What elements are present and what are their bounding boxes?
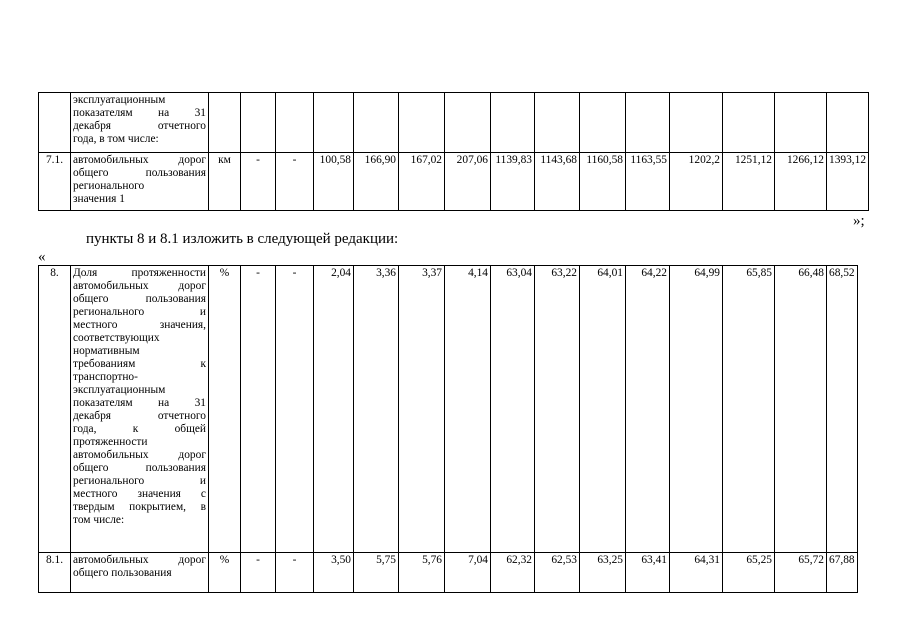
dash-cell: - xyxy=(241,553,276,593)
description-line: общего пользования xyxy=(73,167,206,179)
description-line: автомобильных дорог xyxy=(73,280,206,292)
value-cell: 64,01 xyxy=(580,266,626,553)
description-line: показателям на 31 xyxy=(73,397,206,409)
table-row xyxy=(39,93,869,153)
value-cell xyxy=(399,93,445,153)
value-cell: 1393,12 xyxy=(827,153,869,211)
description-line: соответствующих xyxy=(73,332,160,344)
value-cell: 5,75 xyxy=(354,553,399,593)
description-line: местного значения, xyxy=(73,319,206,331)
value-cell xyxy=(491,93,535,153)
value-cell: 62,32 xyxy=(491,553,535,593)
value-cell xyxy=(580,93,626,153)
value-cell xyxy=(626,93,670,153)
description-line: года, в том числе: xyxy=(73,133,159,145)
indicator-description xyxy=(71,93,209,153)
description-line: автомобильных дорог xyxy=(73,154,206,166)
value-cell: 1143,68 xyxy=(535,153,580,211)
value-cell: 167,02 xyxy=(399,153,445,211)
dash-cell: - xyxy=(276,266,314,553)
description-line: декабря отчетного xyxy=(73,120,206,132)
unit-cell: % xyxy=(209,266,241,553)
description-line: транспортно- xyxy=(73,371,138,383)
table-row xyxy=(39,266,858,553)
value-cell: 207,06 xyxy=(445,153,491,211)
row-number: 7.1. xyxy=(39,153,71,211)
description-line: эксплуатационным xyxy=(73,94,166,106)
value-cell: 1160,58 xyxy=(580,153,626,211)
value-cell: 65,72 xyxy=(775,553,827,593)
value-cell xyxy=(775,93,827,153)
row-number: 8.1. xyxy=(39,553,71,593)
indicator-description xyxy=(71,553,209,593)
value-cell xyxy=(535,93,580,153)
description-line: регионального и xyxy=(73,306,206,318)
row-number: 8. xyxy=(39,266,71,553)
value-cell: 67,88 xyxy=(827,553,858,593)
value-cell: 1266,12 xyxy=(775,153,827,211)
closing-quote-mark: »; xyxy=(853,213,865,229)
dash-cell: - xyxy=(241,153,276,211)
value-cell: 66,48 xyxy=(775,266,827,553)
value-cell: 100,58 xyxy=(314,153,354,211)
description-line: твердым покрытием, в xyxy=(73,501,206,513)
value-cell: 1202,2 xyxy=(670,153,723,211)
description-line: автомобильных дорог xyxy=(73,449,206,461)
value-cell: 64,22 xyxy=(626,266,670,553)
dash-cell: - xyxy=(241,266,276,553)
value-cell: 5,76 xyxy=(399,553,445,593)
description-line: том числе: xyxy=(73,514,125,526)
value-cell xyxy=(827,93,869,153)
dash-cell: - xyxy=(276,553,314,593)
value-cell: 65,85 xyxy=(723,266,775,553)
description-line: протяженности xyxy=(73,436,148,448)
dash-cell: - xyxy=(276,153,314,211)
description-line: нормативным xyxy=(73,345,140,357)
value-cell: 63,25 xyxy=(580,553,626,593)
value-cell: 2,04 xyxy=(314,266,354,553)
dash-cell xyxy=(276,93,314,153)
unit-cell: км xyxy=(209,153,241,211)
value-cell: 63,04 xyxy=(491,266,535,553)
description-line: регионального и xyxy=(73,475,206,487)
value-cell: 1139,83 xyxy=(491,153,535,211)
description-line: требованиям к xyxy=(73,358,206,370)
description-line: показателям на 31 xyxy=(73,107,206,119)
opening-quote-mark: « xyxy=(38,249,46,265)
description-line: Доля протяженности xyxy=(73,267,206,279)
value-cell: 65,25 xyxy=(723,553,775,593)
indicator-description xyxy=(71,266,209,553)
description-line: общего пользования xyxy=(73,462,206,474)
description-line: местного значения с xyxy=(73,488,206,500)
unit-cell xyxy=(209,93,241,153)
row-number xyxy=(39,93,71,153)
value-cell: 3,37 xyxy=(399,266,445,553)
indicator-table-bottom xyxy=(38,265,858,593)
indicator-table-top xyxy=(38,92,869,211)
value-cell: 63,22 xyxy=(535,266,580,553)
value-cell: 3,36 xyxy=(354,266,399,553)
value-cell: 63,41 xyxy=(626,553,670,593)
value-cell xyxy=(445,93,491,153)
value-cell: 1163,55 xyxy=(626,153,670,211)
table-row xyxy=(39,553,858,593)
value-cell: 166,90 xyxy=(354,153,399,211)
indicator-description xyxy=(71,153,209,211)
value-cell: 3,50 xyxy=(314,553,354,593)
value-cell xyxy=(354,93,399,153)
value-cell: 68,52 xyxy=(827,266,858,553)
value-cell xyxy=(723,93,775,153)
description-line: регионального xyxy=(73,180,145,192)
description-line: общего пользования xyxy=(73,567,172,579)
value-cell xyxy=(670,93,723,153)
dash-cell xyxy=(241,93,276,153)
value-cell: 7,04 xyxy=(445,553,491,593)
description-line: эксплуатационным xyxy=(73,384,166,396)
value-cell: 64,31 xyxy=(670,553,723,593)
description-line: значения 1 xyxy=(73,193,125,205)
amendment-paragraph: пункты 8 и 8.1 изложить в следующей редакции: xyxy=(86,231,399,247)
table-row xyxy=(39,153,869,211)
value-cell xyxy=(314,93,354,153)
description-line: декабря отчетного xyxy=(73,410,206,422)
value-cell: 1251,12 xyxy=(723,153,775,211)
unit-cell: % xyxy=(209,553,241,593)
value-cell: 4,14 xyxy=(445,266,491,553)
value-cell: 62,53 xyxy=(535,553,580,593)
description-line: общего пользования xyxy=(73,293,206,305)
value-cell: 64,99 xyxy=(670,266,723,553)
description-line: года, к общей xyxy=(73,423,206,435)
description-line: автомобильных дорог xyxy=(73,554,206,566)
